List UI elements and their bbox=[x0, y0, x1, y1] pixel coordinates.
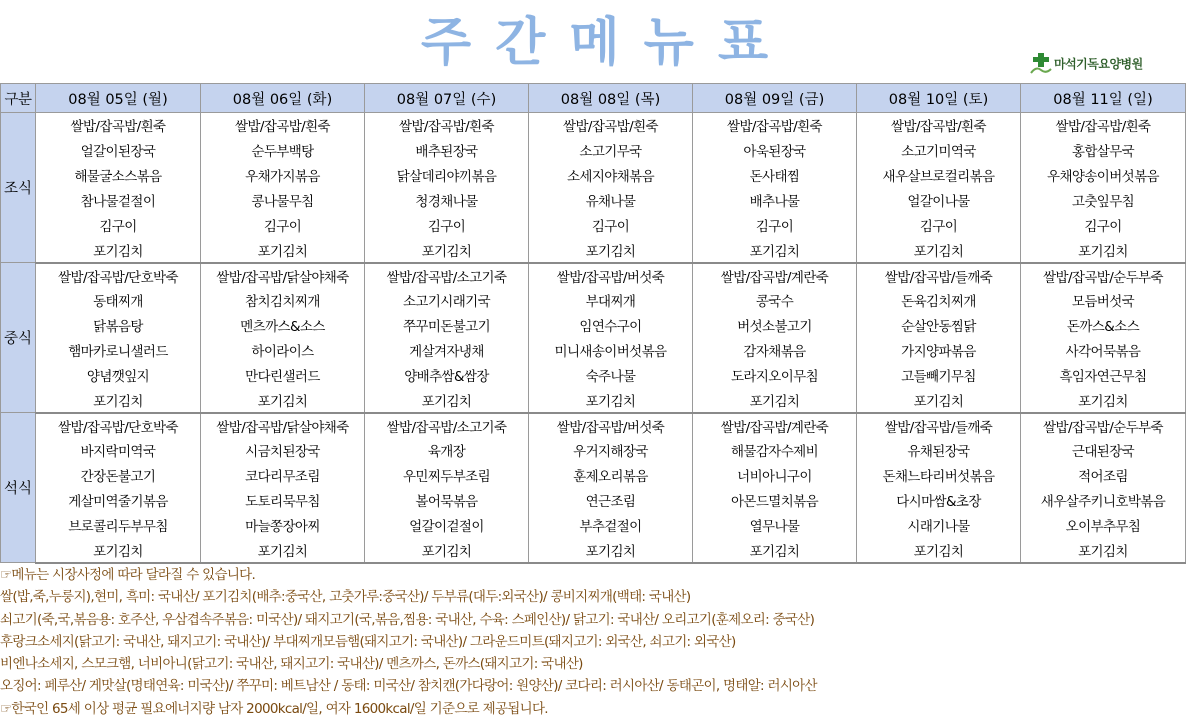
menu-item: 김구이 bbox=[36, 213, 201, 238]
day-header: 08월 05일 (월) bbox=[36, 84, 201, 113]
note-line: 오징어: 페루산/ 게맛살(명태연육: 미국산)/ 쭈꾸미: 베트남산 / 동태: 미국산/ 참치캔(가다랑어: 원양산)/ 코다리: 러시아산/ 동태곤이, 명태알: 러시아산 bbox=[0, 678, 817, 695]
menu-item: 육개장 bbox=[365, 438, 529, 463]
menu-item: 콩국수 bbox=[693, 288, 857, 313]
header-corner: 구분 bbox=[1, 84, 36, 113]
day-header: 08월 09일 (금) bbox=[693, 84, 857, 113]
menu-item: 감자채볶음 bbox=[693, 338, 857, 363]
menu-item: 배추된장국 bbox=[365, 138, 529, 163]
menu-item: 포기김치 bbox=[1021, 238, 1186, 263]
day-header: 08월 07일 (수) bbox=[365, 84, 529, 113]
menu-item: 참나물겉절이 bbox=[36, 188, 201, 213]
menu-item: 쌀밥/잡곡밥/소고기죽 bbox=[365, 413, 529, 438]
menu-row bbox=[1, 163, 1186, 188]
menu-item: 새우살주키니호박볶음 bbox=[1021, 488, 1186, 513]
meal-label: 조식 bbox=[1, 113, 36, 263]
header-row bbox=[1, 84, 1186, 113]
menu-item: 쌀밥/잡곡밥/흰죽 bbox=[365, 113, 529, 138]
menu-item: 쌀밥/잡곡밥/계란죽 bbox=[693, 413, 857, 438]
menu-item: 소고기시래기국 bbox=[365, 288, 529, 313]
note-line: 비엔나소세지, 스모크햄, 너비아니(닭고기: 국내산, 돼지고기: 국내산)/ 멘츠까스, 돈까스(돼지고기: 국내산) bbox=[0, 656, 583, 673]
menu-item: 너비아니구이 bbox=[693, 463, 857, 488]
menu-item: 아몬드멸치볶음 bbox=[693, 488, 857, 513]
menu-item: 브로콜리두부무침 bbox=[36, 513, 201, 538]
menu-item: 얼갈이된장국 bbox=[36, 138, 201, 163]
menu-item: 볼어묵볶음 bbox=[365, 488, 529, 513]
menu-item: 게살미역줄기볶음 bbox=[36, 488, 201, 513]
menu-item: 쌀밥/잡곡밥/흰죽 bbox=[857, 113, 1021, 138]
menu-item: 쌀밥/잡곡밥/단호박죽 bbox=[36, 413, 201, 438]
menu-item: 시래기나물 bbox=[857, 513, 1021, 538]
menu-item: 포기김치 bbox=[857, 238, 1021, 263]
menu-item: 유채나물 bbox=[529, 188, 693, 213]
page-title: 주간메뉴표 bbox=[420, 13, 793, 73]
menu-item: 포기김치 bbox=[857, 388, 1021, 413]
menu-item: 열무나물 bbox=[693, 513, 857, 538]
menu-item: 돈사태찜 bbox=[693, 163, 857, 188]
menu-row bbox=[1, 438, 1186, 463]
menu-item: 연근조림 bbox=[529, 488, 693, 513]
menu-item: 돈육김치찌개 bbox=[857, 288, 1021, 313]
menu-row bbox=[1, 388, 1186, 413]
menu-item: 소고기미역국 bbox=[857, 138, 1021, 163]
menu-item: 돈채느타리버섯볶음 bbox=[857, 463, 1021, 488]
menu-item: 쌀밥/잡곡밥/계란죽 bbox=[693, 263, 857, 288]
menu-item: 포기김치 bbox=[201, 538, 365, 563]
menu-item: 양배추쌈&쌈장 bbox=[365, 363, 529, 388]
menu-item: 숙주나물 bbox=[529, 363, 693, 388]
menu-item: 쌀밥/잡곡밥/들깨죽 bbox=[857, 413, 1021, 438]
menu-row bbox=[1, 313, 1186, 338]
menu-item: 아욱된장국 bbox=[693, 138, 857, 163]
menu-item: 포기김치 bbox=[1021, 388, 1186, 413]
menu-item: 멘츠까스&소스 bbox=[201, 313, 365, 338]
menu-item: 홍합살무국 bbox=[1021, 138, 1186, 163]
menu-item: 도라지오이무침 bbox=[693, 363, 857, 388]
menu-item: 닭살데리야끼볶음 bbox=[365, 163, 529, 188]
menu-item: 모듬버섯국 bbox=[1021, 288, 1186, 313]
menu-item: 우채양송이버섯볶음 bbox=[1021, 163, 1186, 188]
note-line: ☞한국인 65세 이상 평균 필요에너지량 남자 2000kcal/일, 여자 1600kcal/일 기준으로 제공됩니다. bbox=[0, 700, 548, 717]
menu-item: 새우살브로컬리볶음 bbox=[857, 163, 1021, 188]
menu-item: 부추겉절이 bbox=[529, 513, 693, 538]
menu-row bbox=[1, 113, 1186, 138]
menu-item: 바지락미역국 bbox=[36, 438, 201, 463]
menu-item: 배추나물 bbox=[693, 188, 857, 213]
menu-row bbox=[1, 513, 1186, 538]
day-header: 08월 11일 (일) bbox=[1021, 84, 1186, 113]
menu-item: 가지양파볶음 bbox=[857, 338, 1021, 363]
menu-item: 우채가지볶음 bbox=[201, 163, 365, 188]
menu-item: 쭈꾸미돈불고기 bbox=[365, 313, 529, 338]
menu-item: 포기김치 bbox=[693, 538, 857, 563]
note-line: ☞메뉴는 시장사정에 따라 달라질 수 있습니다. bbox=[0, 567, 256, 583]
menu-item: 쌀밥/잡곡밥/흰죽 bbox=[693, 113, 857, 138]
menu-item: 쌀밥/잡곡밥/순두부죽 bbox=[1021, 413, 1186, 438]
notes-section bbox=[0, 564, 1189, 717]
menu-row bbox=[1, 488, 1186, 513]
menu-item: 쌀밥/잡곡밥/단호박죽 bbox=[36, 263, 201, 288]
menu-row bbox=[1, 538, 1186, 563]
menu-item: 포기김치 bbox=[529, 238, 693, 263]
note-line: 후랑크소세지(닭고기: 국내산, 돼지고기: 국내산)/ 부대찌개모듬햄(돼지고기: 국내산)/ 그라운드미트(돼지고기: 외국산, 쇠고기: 외국산) bbox=[0, 633, 736, 650]
menu-item: 해물굴소스볶음 bbox=[36, 163, 201, 188]
menu-row bbox=[1, 288, 1186, 313]
menu-item: 김구이 bbox=[693, 213, 857, 238]
menu-row bbox=[1, 188, 1186, 213]
menu-item: 동태찌개 bbox=[36, 288, 201, 313]
menu-item: 포기김치 bbox=[857, 538, 1021, 563]
menu-item: 다시마쌈&초장 bbox=[857, 488, 1021, 513]
menu-item: 얼갈이나물 bbox=[857, 188, 1021, 213]
menu-row bbox=[1, 413, 1186, 438]
menu-item: 쌀밥/잡곡밥/흰죽 bbox=[529, 113, 693, 138]
menu-item: 쌀밥/잡곡밥/흰죽 bbox=[36, 113, 201, 138]
menu-item: 포기김치 bbox=[529, 538, 693, 563]
menu-item: 순두부백탕 bbox=[201, 138, 365, 163]
cross-logo-icon bbox=[1030, 52, 1052, 74]
menu-item: 부대찌개 bbox=[529, 288, 693, 313]
menu-item: 우거지해장국 bbox=[529, 438, 693, 463]
menu-item: 콩나물무침 bbox=[201, 188, 365, 213]
menu-item: 사각어묵볶음 bbox=[1021, 338, 1186, 363]
menu-item: 포기김치 bbox=[365, 538, 529, 563]
menu-item: 돈까스&소스 bbox=[1021, 313, 1186, 338]
menu-item: 해물감자수제비 bbox=[693, 438, 857, 463]
menu-item: 간장돈불고기 bbox=[36, 463, 201, 488]
menu-item: 쌀밥/잡곡밥/들깨죽 bbox=[857, 263, 1021, 288]
menu-item: 쌀밥/잡곡밥/닭살야채죽 bbox=[201, 413, 365, 438]
menu-item: 우민찌두부조림 bbox=[365, 463, 529, 488]
day-header: 08월 10일 (토) bbox=[857, 84, 1021, 113]
menu-item: 쌀밥/잡곡밥/버섯죽 bbox=[529, 413, 693, 438]
menu-item: 순살안동찜닭 bbox=[857, 313, 1021, 338]
menu-item: 포기김치 bbox=[201, 388, 365, 413]
hospital-logo bbox=[1030, 50, 1143, 76]
menu-row bbox=[1, 238, 1186, 263]
menu-item: 김구이 bbox=[857, 213, 1021, 238]
menu-item: 고들빼기무침 bbox=[857, 363, 1021, 388]
menu-item: 쌀밥/잡곡밥/순두부죽 bbox=[1021, 263, 1186, 288]
day-header: 08월 08일 (목) bbox=[529, 84, 693, 113]
menu-item: 포기김치 bbox=[693, 388, 857, 413]
menu-item: 훈제오리볶음 bbox=[529, 463, 693, 488]
note-line: 쌀(밥,죽,누룽지),현미, 흑미: 국내산/ 포기김치(배추:중국산, 고춧가루:중국산)/ 두부류(대두:외국산)/ 콩비지찌개(백태: 국내산) bbox=[0, 589, 691, 606]
menu-item: 적어조림 bbox=[1021, 463, 1186, 488]
menu-item: 쌀밥/잡곡밥/버섯죽 bbox=[529, 263, 693, 288]
menu-item: 시금치된장국 bbox=[201, 438, 365, 463]
menu-item: 쌀밥/잡곡밥/닭살야채죽 bbox=[201, 263, 365, 288]
menu-item: 청경채나물 bbox=[365, 188, 529, 213]
menu-item: 미니새송이버섯볶음 bbox=[529, 338, 693, 363]
logo-text: 마석기독요양병원 bbox=[1054, 56, 1143, 71]
menu-item: 소고기무국 bbox=[529, 138, 693, 163]
note-line: 쇠고기(죽,국,볶음용: 호주산, 우삼겹속주볶음: 미국산)/ 돼지고기(국,볶음,찜용: 국내산, 수육: 스페인산)/ 닭고기: 국내산/ 오리고기(훈제오리: 중국산) bbox=[0, 611, 815, 628]
menu-item: 닭볶음탕 bbox=[36, 313, 201, 338]
menu-item: 게살겨자냉채 bbox=[365, 338, 529, 363]
menu-item: 햄마카로니샐러드 bbox=[36, 338, 201, 363]
menu-item: 포기김치 bbox=[365, 388, 529, 413]
menu-item: 김구이 bbox=[365, 213, 529, 238]
menu-item: 근대된장국 bbox=[1021, 438, 1186, 463]
menu-item: 흑임자연근무침 bbox=[1021, 363, 1186, 388]
menu-item: 포기김치 bbox=[529, 388, 693, 413]
menu-item: 포기김치 bbox=[36, 238, 201, 263]
menu-item: 도토리묵무침 bbox=[201, 488, 365, 513]
day-header: 08월 06일 (화) bbox=[201, 84, 365, 113]
menu-item: 쌀밥/잡곡밥/소고기죽 bbox=[365, 263, 529, 288]
menu-row bbox=[1, 363, 1186, 388]
menu-item: 고춧잎무침 bbox=[1021, 188, 1186, 213]
menu-item: 만다린샐러드 bbox=[201, 363, 365, 388]
menu-item: 포기김치 bbox=[693, 238, 857, 263]
menu-row bbox=[1, 463, 1186, 488]
menu-item: 오이부추무침 bbox=[1021, 513, 1186, 538]
menu-item: 코다리무조림 bbox=[201, 463, 365, 488]
menu-row bbox=[1, 213, 1186, 238]
menu-item: 임연수구이 bbox=[529, 313, 693, 338]
menu-item: 김구이 bbox=[529, 213, 693, 238]
menu-item: 마늘쫑장아찌 bbox=[201, 513, 365, 538]
menu-item: 김구이 bbox=[201, 213, 365, 238]
menu-item: 포기김치 bbox=[365, 238, 529, 263]
menu-item: 양념깻잎지 bbox=[36, 363, 201, 388]
menu-item: 포기김치 bbox=[36, 538, 201, 563]
menu-item: 포기김치 bbox=[1021, 538, 1186, 563]
menu-item: 포기김치 bbox=[201, 238, 365, 263]
menu-item: 포기김치 bbox=[36, 388, 201, 413]
menu-item: 소세지야채볶음 bbox=[529, 163, 693, 188]
menu-row bbox=[1, 338, 1186, 363]
meal-label: 석식 bbox=[1, 413, 36, 563]
weekly-menu-table bbox=[0, 83, 1186, 564]
menu-item: 참치김치찌개 bbox=[201, 288, 365, 313]
menu-item: 얼갈이겉절이 bbox=[365, 513, 529, 538]
menu-item: 쌀밥/잡곡밥/흰죽 bbox=[1021, 113, 1186, 138]
menu-item: 버섯소불고기 bbox=[693, 313, 857, 338]
menu-row bbox=[1, 138, 1186, 163]
menu-item: 쌀밥/잡곡밥/흰죽 bbox=[201, 113, 365, 138]
menu-row bbox=[1, 263, 1186, 288]
meal-label: 중식 bbox=[1, 263, 36, 413]
menu-item: 하이라이스 bbox=[201, 338, 365, 363]
menu-item: 김구이 bbox=[1021, 213, 1186, 238]
menu-item: 유채된장국 bbox=[857, 438, 1021, 463]
